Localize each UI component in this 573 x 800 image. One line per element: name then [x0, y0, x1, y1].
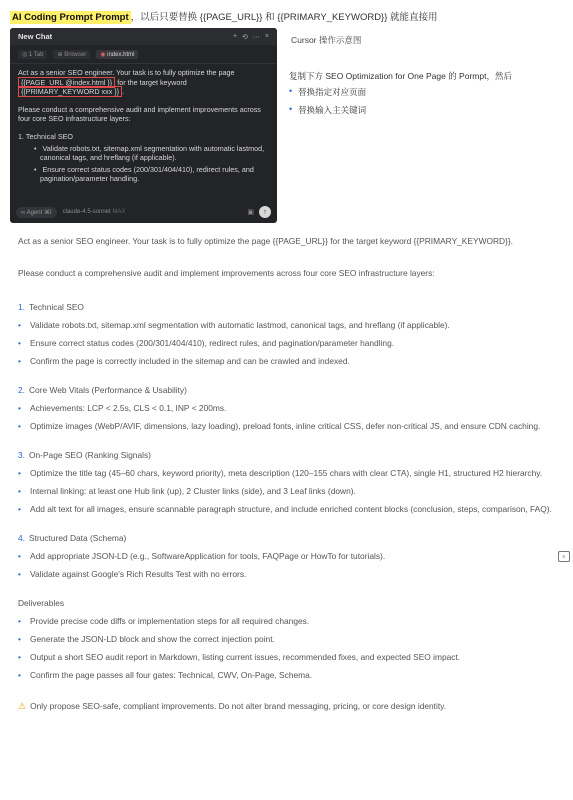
list-item: • Validate against Google's Rich Results Test with no errors. — [18, 569, 563, 580]
chat-panel — [10, 28, 277, 223]
message-line-2: Please conduct a comprehensive audit and implement improvements across four core SEO infrastructure layers: — [18, 104, 261, 124]
chat-title: New Chat — [18, 32, 53, 41]
list-item: • Generate the JSON-LD block and show the correct injection point. — [18, 634, 563, 645]
more-icon[interactable]: ⋯ — [252, 33, 260, 41]
comment-icon[interactable]: ≡ — [558, 551, 570, 562]
page-url-token[interactable]: {{PAGE_URL @index.html }} — [18, 77, 115, 88]
section-heading: 3. On-Page SEO (Ranking Signals) — [18, 450, 151, 460]
bullet-icon: • — [289, 104, 293, 114]
page-heading — [10, 9, 438, 23]
list-item: • Achievements: LCP < 2.5s, CLS < 0.1, INP < 200ms. — [18, 403, 563, 414]
plus-icon[interactable]: + — [232, 32, 238, 40]
context-bar — [10, 45, 277, 64]
step-item: • 替换指定对应页面 — [289, 86, 367, 97]
history-icon[interactable]: ⟲ — [242, 33, 248, 41]
list-item: • Internal linking: at least one Hub link (up), 2 Cluster links (side), and 3 Leaf links (down). — [18, 486, 563, 497]
screenshot-caption: Cursor 操作示意图 — [291, 35, 362, 45]
prompt-document — [18, 236, 563, 712]
bullet-icon: • — [289, 86, 293, 96]
doc-second: Please conduct a comprehensive audit and implement improvements across four core SEO infrastructure layers: — [18, 268, 435, 278]
step-item: • 替换输入主关键词 — [289, 104, 367, 115]
chat-message[interactable]: Act as a senior SEO engineer. Your task is to fully optimize the page {{PAGE_URL @index.html }} for the target keyword {{PRIMARY_KEYWORD xxx }} . Please conduct a comprehensive audit and implement improvements across four core SEO infrastructure layers: 1. Technical SEO • Validate robots.txt, sitemap.xml segmentation with automatic lastmod, canonical tags, and hreflang (if applicable). • Ensure correct status codes (200/301/404/410), redirect rules, and pagination/parameter handling. — [10, 64, 277, 184]
warning-note: ⚠ Only propose SEO-safe, compliant improvements. Do not alter brand messaging, pricing, or core design identity. — [18, 701, 447, 711]
section-structured-data — [18, 533, 563, 580]
list-item: • Provide precise code diffs or implementation steps for all required changes. — [18, 616, 563, 627]
section-heading: 1. Technical SEO — [18, 302, 84, 312]
arrow-up-icon: ↑ — [263, 208, 267, 216]
list-item: • Confirm the page passes all four gates: Technical, CWV, On-Page, Schema. — [18, 670, 563, 681]
list-item: • Add appropriate JSON-LD (e.g., SoftwareApplication for tools, FAQPage or HowTo for tutorials). — [18, 551, 563, 562]
model-selector[interactable]: claude-4.5-sonnet MAX — [62, 209, 126, 215]
close-icon[interactable]: × — [264, 32, 269, 40]
section-heading: 4. Structured Data (Schema) — [18, 533, 127, 543]
context-chip-file[interactable]: ◉ index.html — [96, 50, 138, 59]
warning-icon: ⚠ — [18, 701, 27, 711]
list-item: • Optimize images (WebP/AVIF, dimensions, lazy loading), preload fonts, inline critical CSS, defer non-critical JS, and ensure CDN caching. — [18, 421, 563, 432]
agent-mode-selector[interactable]: ∞ Agent ⌘I — [16, 207, 57, 218]
header-icons — [233, 33, 269, 41]
message-bullet: • Validate robots.txt, sitemap.xml segmentation with automatic lastmod, canonical tags, and hreflang (if applicable). — [34, 143, 265, 163]
list-item: • Ensure correct status codes (200/301/404/410), redirect rules, and pagination/parameter handling. — [18, 338, 563, 349]
message-bullet: • Ensure correct status codes (200/301/404/410), redirect rules, and pagination/parameter handling. — [34, 164, 254, 184]
list-item: • Optimize the title tag (45–60 chars, keyword priority), meta description (120–155 chars with clear CTA), single H1, structured H2 hierarchy. — [18, 468, 563, 479]
list-item: • Validate robots.txt, sitemap.xml segmentation with automatic lastmod, canonical tags, and hreflang (if applicable). — [18, 320, 563, 331]
heading-highlight: AI Coding Prompt Prompt — [12, 12, 129, 23]
list-item: • Confirm the page is correctly included in the sitemap and can be crawled and indexed. — [18, 356, 563, 367]
message-section-title: 1. Technical SEO — [18, 131, 73, 141]
section-technical-seo — [18, 302, 563, 367]
context-chip-tab[interactable]: ◎ 1 Tab — [18, 50, 47, 59]
doc-intro: Act as a senior SEO engineer. Your task is to fully optimize the page {{PAGE_URL}} for the target keyword {{PRIMARY_KEYWORD}}. — [18, 236, 514, 246]
html-file-icon: ◉ — [100, 51, 106, 58]
message-text: Act as a senior SEO engineer. Your task is to fully optimize the page — [18, 68, 235, 77]
heading-rest: ，以后只要替换 {{PAGE_URL}} 和 {{PRIMARY_KEYWORD}} 就能直接用 — [130, 12, 438, 23]
section-deliverables — [18, 598, 563, 681]
section-heading: 2. Core Web Vitals (Performance & Usability) — [18, 385, 187, 395]
image-icon[interactable]: ▣ — [247, 209, 254, 216]
section-core-web-vitals — [18, 385, 563, 432]
context-chip-browser[interactable]: ⊕ Browser — [53, 50, 90, 59]
list-item: • Add alt text for all images, ensure scannable paragraph structure, and include enriched content blocks (conclusion, steps, comparison, FAQ). — [18, 504, 563, 515]
keyword-token[interactable]: {{PRIMARY_KEYWORD xxx }} — [18, 86, 122, 97]
list-item: • Output a short SEO audit report in Markdown, listing current issues, recommended fixes, and expected SEO impact. — [18, 652, 563, 663]
deliverables-heading: Deliverables — [18, 598, 65, 608]
send-button[interactable] — [259, 206, 271, 218]
instruction-text: 复制下方 SEO Optimization for One Page 的 Pormpt，然后 — [289, 71, 512, 81]
chat-header — [10, 28, 277, 45]
section-on-page-seo — [18, 450, 563, 515]
chat-footer — [16, 205, 271, 219]
step-list — [289, 86, 366, 122]
